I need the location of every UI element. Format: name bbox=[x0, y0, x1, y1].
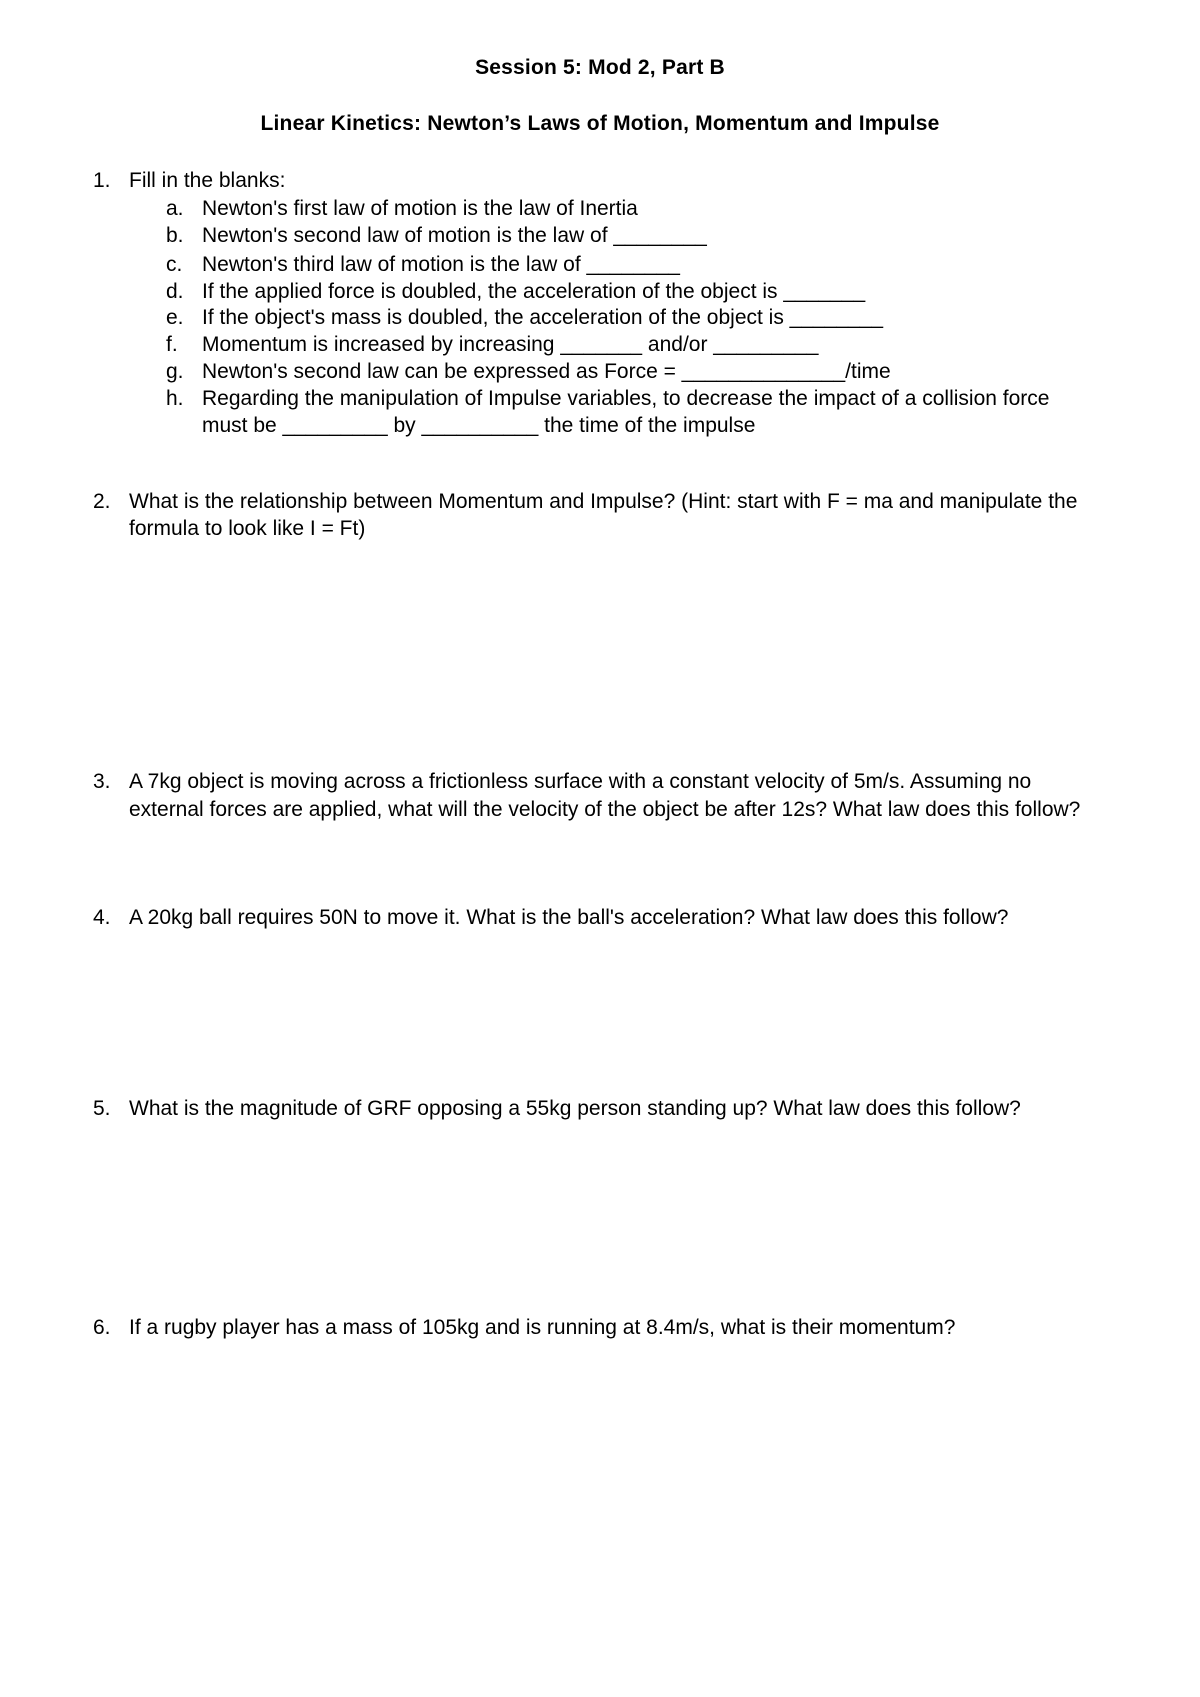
question-5-number: 5. bbox=[93, 1097, 111, 1120]
question-6-line1: If a rugby player has a mass of 105kg and is running at 8.4m/s, what is their momentum? bbox=[129, 1316, 956, 1339]
item-f-text: Momentum is increased by increasing _______ and/or _________ bbox=[202, 333, 819, 356]
question-1-text: Fill in the blanks: bbox=[129, 169, 286, 192]
item-g-letter: g. bbox=[166, 360, 184, 383]
item-g-text: Newton's second law can be expressed as Force = ______________/time bbox=[202, 360, 891, 383]
question-2-number: 2. bbox=[93, 490, 111, 513]
question-2-line1: What is the relationship between Momentum and Impulse? (Hint: start with F = ma and manipulate the bbox=[129, 490, 1078, 513]
question-1-number: 1. bbox=[93, 169, 111, 192]
item-h-text-line2: must be _________ by __________ the time of the impulse bbox=[202, 414, 756, 437]
topic-title: Linear Kinetics: Newton’s Laws of Motion, Momentum and Impulse bbox=[260, 112, 940, 135]
item-e-text: If the object's mass is doubled, the acceleration of the object is ________ bbox=[202, 306, 884, 329]
item-a-letter: a. bbox=[166, 197, 184, 220]
question-3-line1: A 7kg object is moving across a frictionless surface with a constant velocity of 5m/s. Assuming no bbox=[129, 770, 1032, 793]
item-h-text-line1: Regarding the manipulation of Impulse variables, to decrease the impact of a collision force bbox=[202, 387, 1050, 410]
item-f-letter: f. bbox=[166, 333, 178, 356]
item-d-text: If the applied force is doubled, the acceleration of the object is _______ bbox=[202, 280, 866, 303]
item-c-text: Newton's third law of motion is the law of ________ bbox=[202, 253, 680, 276]
item-c-letter: c. bbox=[166, 253, 183, 276]
item-h-letter: h. bbox=[166, 387, 184, 410]
question-3-line2: external forces are applied, what will the velocity of the object be after 12s? What law does this follow? bbox=[129, 798, 1081, 821]
question-4-number: 4. bbox=[93, 906, 111, 929]
item-b-letter: b. bbox=[166, 224, 184, 247]
item-e-letter: e. bbox=[166, 306, 184, 329]
question-3-number: 3. bbox=[93, 770, 111, 793]
question-4-line1: A 20kg ball requires 50N to move it. What is the ball's acceleration? What law does this follow? bbox=[129, 906, 1009, 929]
item-d-letter: d. bbox=[166, 280, 184, 303]
question-5-line1: What is the magnitude of GRF opposing a 55kg person standing up? What law does this follow? bbox=[129, 1097, 1021, 1120]
item-a-text: Newton's first law of motion is the law of Inertia bbox=[202, 197, 638, 220]
question-2-line2: formula to look like I = Ft) bbox=[129, 517, 366, 540]
question-6-number: 6. bbox=[93, 1316, 111, 1339]
item-b-text: Newton's second law of motion is the law of ________ bbox=[202, 224, 707, 247]
session-title: Session 5: Mod 2, Part B bbox=[475, 56, 725, 79]
